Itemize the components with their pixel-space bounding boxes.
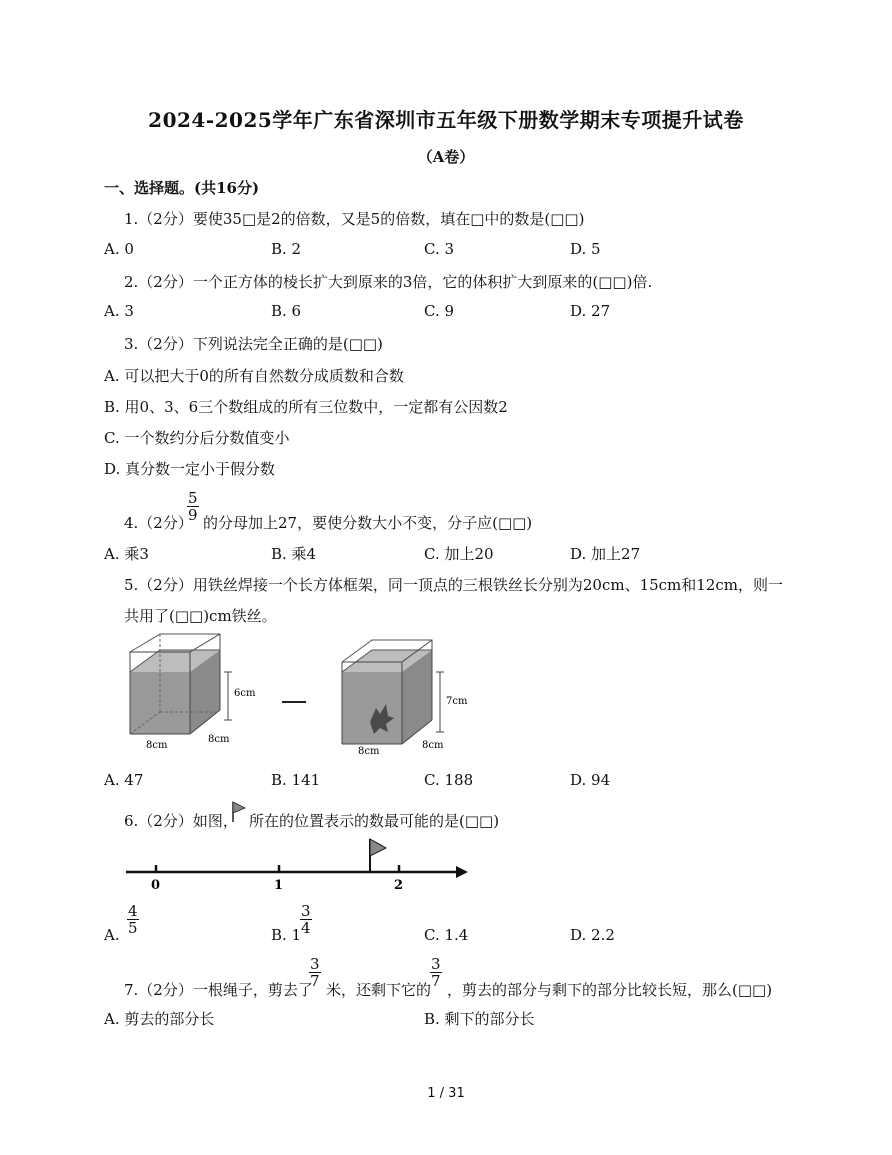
section-heading: 一、选择题。(共16分) [104, 179, 260, 197]
right-width-label-1: 8cm [358, 746, 380, 757]
question-4-option-b: B. 乘4 [271, 545, 317, 563]
fraction-numerator: 3 [431, 955, 441, 973]
question-7-stem-middle: 米，还剩下它的 [326, 981, 432, 999]
left-height-label: 6cm [234, 688, 256, 699]
question-4-option-a: A. 乘3 [104, 545, 149, 563]
page-title: 2024-2025学年广东省深圳市五年级下册数学期末专项提升试卷 [148, 108, 744, 132]
question-6-option-b-prefix: B. 1 [271, 926, 302, 944]
question-1-stem: 1.（2分）要使35□是2的倍数，又是5的倍数，填在□中的数是(□□) [124, 210, 585, 228]
left-width-label-2: 8cm [208, 734, 230, 745]
question-1-option-b: B. 2 [271, 240, 302, 258]
axis-label-1: 1 [274, 878, 284, 893]
number-line [120, 835, 472, 893]
question-1-option-d: D. 5 [570, 240, 601, 258]
right-width-label-2: 8cm [422, 740, 444, 751]
question-5-stem-line1: 5.（2分）用铁丝焊接一个长方体框架，同一顶点的三根铁丝长分别为20cm、15cm和12cm，则一 [124, 576, 783, 594]
fraction-numerator: 3 [301, 902, 311, 920]
question-1-option-a: A. 0 [104, 240, 134, 258]
question-3-option-d: D. 真分数一定小于假分数 [104, 460, 276, 478]
question-4-option-c: C. 加上20 [424, 545, 494, 563]
page-number: 1 / 31 [427, 1086, 465, 1101]
question-6-option-c: C. 1.4 [424, 926, 469, 944]
question-2-option-b: B. 6 [271, 302, 302, 320]
water-box-after [342, 640, 444, 744]
flag-icon [230, 800, 248, 824]
fraction-denominator: 5 [128, 919, 138, 937]
question-7-option-b: B. 剩下的部分长 [424, 1010, 535, 1028]
axis-label-2: 2 [394, 878, 404, 893]
question-2-stem: 2.（2分）一个正方体的棱长扩大到原来的3倍，它的体积扩大到原来的(□□)倍. [124, 273, 653, 291]
question-6-option-d: D. 2.2 [570, 926, 615, 944]
question-3-stem: 3.（2分）下列说法完全正确的是(□□) [124, 335, 383, 353]
question-2-option-a: A. 3 [104, 302, 134, 320]
fraction-denominator: 7 [310, 972, 320, 990]
question-7-option-a: A. 剪去的部分长 [104, 1010, 215, 1028]
question-5-option-d: D. 94 [570, 771, 611, 789]
question-7-fraction-1 [309, 956, 321, 989]
question-4-fraction-denominator: 9 [188, 506, 198, 524]
right-height-label: 7cm [446, 696, 468, 707]
page-subtitle: （A卷） [417, 148, 475, 166]
question-5-stem-line2: 共用了(□□)cm铁丝。 [124, 607, 277, 625]
question-7-stem-prefix: 7.（2分）一根绳子，剪去了 [124, 981, 313, 999]
fraction-denominator: 7 [431, 972, 441, 990]
question-6-option-a-fraction [127, 903, 139, 936]
question-4-stem-prefix: 4.（2分） [124, 514, 193, 532]
question-4-option-d: D. 加上27 [570, 545, 641, 563]
question-5-option-a: A. 47 [104, 771, 144, 789]
question-6-option-b-fraction [300, 903, 312, 936]
question-2-option-c: C. 9 [424, 302, 455, 320]
question-5-option-c: C. 188 [424, 771, 474, 789]
number-line-flag-icon [370, 839, 386, 872]
question-3-option-a: A. 可以把大于0的所有自然数分成质数和合数 [104, 367, 404, 385]
fraction-numerator: 3 [310, 955, 320, 973]
axis-label-0: 0 [151, 878, 161, 893]
question-4-stem-suffix: 的分母加上27，要使分数大小不变，分子应(□□) [203, 514, 533, 532]
question-5-figure [120, 632, 480, 757]
question-6-option-a-prefix: A. [104, 926, 120, 944]
question-4-fraction-numerator: 5 [188, 489, 198, 507]
fraction-denominator: 4 [301, 919, 311, 937]
question-6-stem-prefix: 6.（2分）如图， [124, 812, 238, 830]
question-3-option-b: B. 用0、3、6三个数组成的所有三位数中，一定都有公因数2 [104, 398, 508, 416]
question-4-fraction [187, 490, 199, 523]
question-7-stem-suffix: ，剪去的部分与剩下的部分比较长短，那么(□□) [447, 981, 773, 999]
water-box-before [130, 634, 232, 734]
question-3-option-c: C. 一个数约分后分数值变小 [104, 429, 290, 447]
question-1-option-c: C. 3 [424, 240, 455, 258]
question-2-option-d: D. 27 [570, 302, 611, 320]
question-7-fraction-2 [430, 956, 442, 989]
question-6-stem-suffix: 所在的位置表示的数最可能的是(□□) [249, 812, 500, 830]
left-width-label-1: 8cm [146, 740, 168, 751]
fraction-numerator: 4 [128, 902, 138, 920]
question-5-option-b: B. 141 [271, 771, 321, 789]
